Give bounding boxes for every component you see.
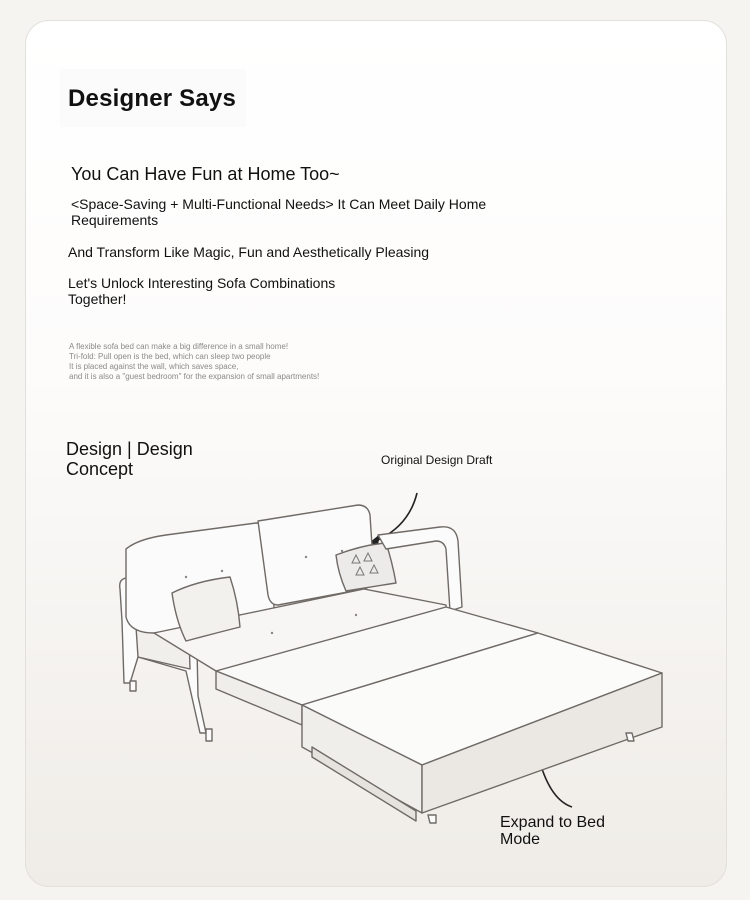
annotation-original-draft: Original Design Draft <box>381 453 493 467</box>
note-line: and it is also a "guest bedroom" for the expansion of small apartments! <box>69 372 320 381</box>
intro-line-3: Let's Unlock Interesting Sofa Combinations Together! <box>68 275 336 307</box>
annotation-bed-mode: Expand to Bed Mode <box>500 814 605 848</box>
intro-line-2: And Transform Like Magic, Fun and Aesthetically Pleasing <box>68 244 430 260</box>
leg <box>626 733 634 741</box>
note-line: Tri-fold: Pull open is the bed, which can sleep two people <box>69 352 271 361</box>
concept-title: Design | Design Concept <box>66 439 193 479</box>
page-title: Designer Says <box>68 85 237 112</box>
note-line: A flexible sofa bed can make a big difference in a small home! <box>69 342 289 351</box>
sofa-bed-sketch <box>26 21 726 886</box>
content-card <box>25 20 727 887</box>
sofa-drawing <box>120 505 662 823</box>
intro-line-1: <Space-Saving + Multi-Functional Needs> It Can Meet Daily Home Requirements <box>71 196 487 228</box>
leg <box>206 729 212 741</box>
note-line: It is placed against the wall, which saves space, <box>69 362 239 371</box>
intro-headline: You Can Have Fun at Home Too~ <box>71 164 340 184</box>
leg <box>428 815 436 823</box>
leg <box>130 681 136 691</box>
